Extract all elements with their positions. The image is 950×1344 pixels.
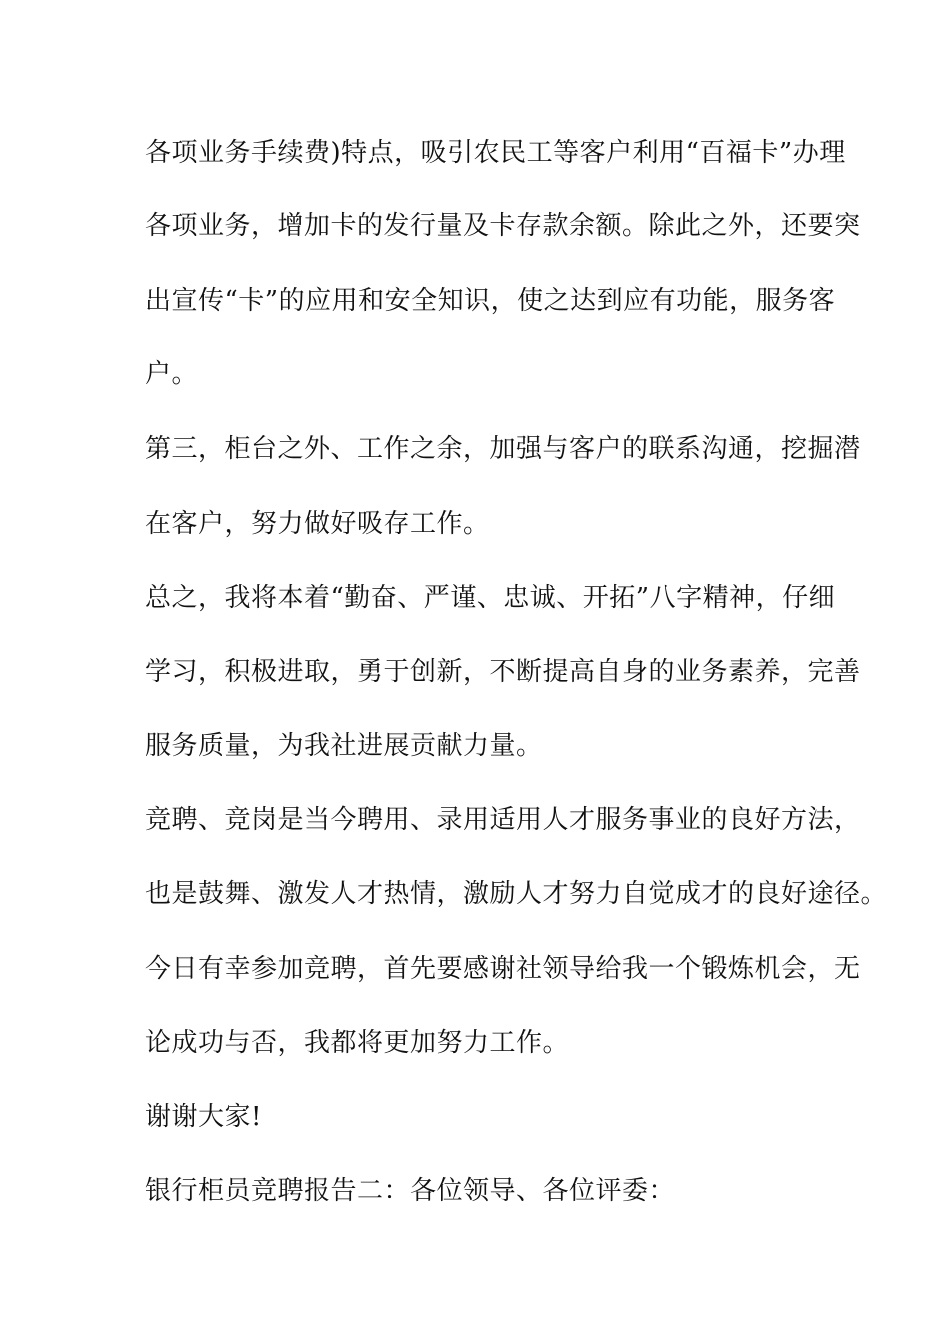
text-line-11: 也是鼓舞、激发人才热情，激励人才努力自觉成才的良好途径。 — [145, 879, 888, 909]
text-line-5: 第三，柜台之外、工作之余，加强与客户的联系沟通，挖掘潜 — [145, 434, 861, 464]
text-line-14: 谢谢大家! — [145, 1102, 262, 1132]
text-line-4: 户。 — [145, 359, 199, 389]
text-line-6: 在客户，努力做好吸存工作。 — [145, 509, 490, 539]
text-line-2: 各项业务，增加卡的发行量及卡存款余额。除此之外，还要突 — [145, 211, 861, 241]
text-line-12: 今日有幸参加竞聘，首先要感谢社领导给我一个锻炼机会，无 — [145, 954, 861, 984]
text-line-3: 出宣传“卡”的应用和安全知识，使之达到应有功能，服务客 — [145, 286, 836, 316]
text-line-7: 总之，我将本着“勤奋、严谨、忠诚、开拓”八字精神，仔细 — [145, 583, 836, 613]
text-line-10: 竞聘、竞岗是当今聘用、录用适用人才服务事业的良好方法， — [145, 805, 861, 835]
text-line-8: 学习，积极进取，勇于创新，不断提高自身的业务素养，完善 — [145, 657, 861, 687]
text-line-13: 论成功与否，我都将更加努力工作。 — [145, 1028, 570, 1058]
text-line-1: 各项业务手续费)特点，吸引农民工等客户利用“百福卡”办理 — [145, 138, 846, 168]
text-line-15: 银行柜员竞聘报告二：各位领导、各位评委： — [145, 1176, 676, 1206]
text-line-9: 服务质量，为我社进展贡献力量。 — [145, 731, 543, 761]
